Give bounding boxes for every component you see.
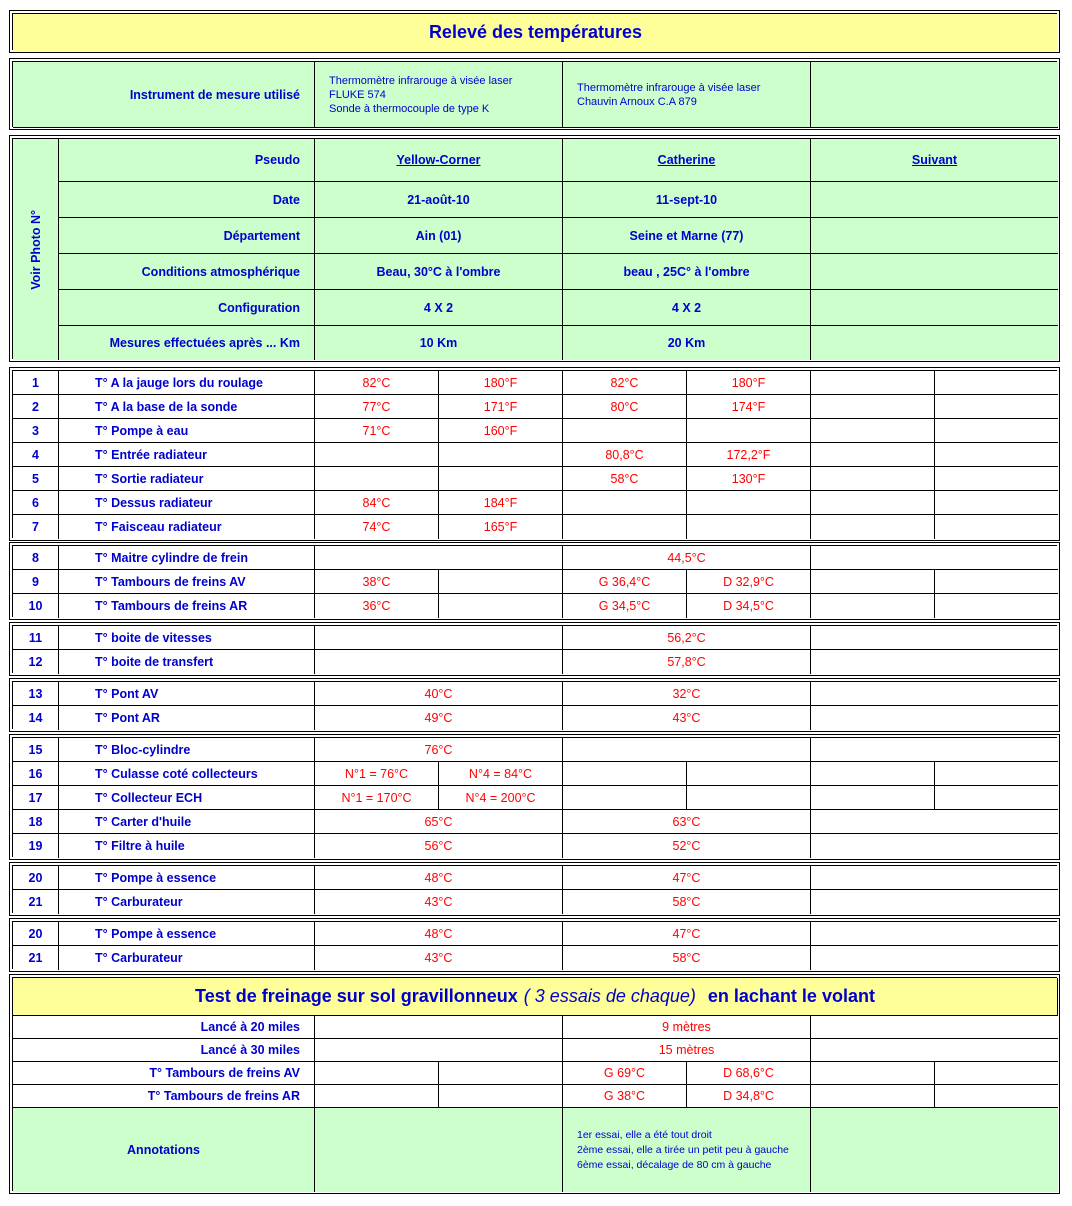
info-value: beau , 25C° à l'ombre xyxy=(563,254,811,290)
value-cell xyxy=(811,626,1058,650)
value-cell: 43°C xyxy=(315,890,563,914)
value-cell: 32°C xyxy=(563,682,811,706)
info-value: Seine et Marne (77) xyxy=(563,218,811,254)
row-label: T° Sortie radiateur xyxy=(59,467,315,491)
value-cell: 9 mètres xyxy=(563,1016,811,1039)
info-value: Suivant xyxy=(811,139,1058,182)
value-cell xyxy=(811,594,935,618)
value-cell: 84°C xyxy=(315,491,439,515)
value-cell xyxy=(811,1085,935,1108)
instrument-line: Thermomètre infrarouge à visée laser xyxy=(577,81,761,94)
row-number: 8 xyxy=(13,546,59,570)
value-cell: 172,2°F xyxy=(687,443,811,467)
info-label: Département xyxy=(59,218,315,254)
row-number: 4 xyxy=(13,443,59,467)
value-cell xyxy=(811,682,1058,706)
value-cell xyxy=(439,594,563,618)
value-cell: D 68,6°C xyxy=(687,1062,811,1085)
row-number: 17 xyxy=(13,786,59,810)
value-cell: 74°C xyxy=(315,515,439,539)
row-label: T° Carburateur xyxy=(59,890,315,914)
row-label: T° Pont AV xyxy=(59,682,315,706)
value-cell: 58°C xyxy=(563,946,811,970)
row-number: 6 xyxy=(13,491,59,515)
brake-block xyxy=(9,974,1060,1194)
value-cell xyxy=(315,467,439,491)
value-cell: 43°C xyxy=(315,946,563,970)
row-label: T° A la jauge lors du roulage xyxy=(59,371,315,395)
data-group xyxy=(9,542,1060,620)
value-cell xyxy=(811,946,1058,970)
info-value: 4 X 2 xyxy=(563,290,811,326)
value-cell xyxy=(811,706,1058,730)
value-cell xyxy=(935,786,1058,810)
info-value xyxy=(811,218,1058,254)
value-cell xyxy=(935,371,1058,395)
data-group xyxy=(9,918,1060,972)
row-label: T° boite de vitesses xyxy=(59,626,315,650)
value-cell: 130°F xyxy=(687,467,811,491)
value-cell xyxy=(687,491,811,515)
value-cell: 58°C xyxy=(563,467,687,491)
value-cell: 82°C xyxy=(315,371,439,395)
row-label: T° Pompe à eau xyxy=(59,419,315,443)
info-value: 21-août-10 xyxy=(315,182,563,218)
value-cell: 48°C xyxy=(315,866,563,890)
value-cell xyxy=(315,546,563,570)
info-value xyxy=(811,326,1058,360)
brake-row-label: T° Tambours de freins AV xyxy=(13,1062,315,1085)
value-cell: 38°C xyxy=(315,570,439,594)
info-value: Beau, 30°C à l'ombre xyxy=(315,254,563,290)
row-number: 9 xyxy=(13,570,59,594)
value-cell xyxy=(687,419,811,443)
value-cell xyxy=(315,443,439,467)
value-cell xyxy=(935,1085,1058,1108)
value-cell xyxy=(811,443,935,467)
value-cell xyxy=(811,1062,935,1085)
value-cell: 63°C xyxy=(563,810,811,834)
row-label: T° Filtre à huile xyxy=(59,834,315,858)
value-cell xyxy=(811,419,935,443)
row-label: T° Culasse coté collecteurs xyxy=(59,762,315,786)
value-cell xyxy=(439,443,563,467)
brake-title xyxy=(13,978,1058,1016)
value-cell xyxy=(315,626,563,650)
value-cell: 80,8°C xyxy=(563,443,687,467)
value-cell: 40°C xyxy=(315,682,563,706)
value-cell xyxy=(811,491,935,515)
info-label: Date xyxy=(59,182,315,218)
value-cell xyxy=(315,1016,563,1039)
value-cell xyxy=(811,546,1058,570)
row-number: 12 xyxy=(13,650,59,674)
info-value: Ain (01) xyxy=(315,218,563,254)
row-number: 3 xyxy=(13,419,59,443)
value-cell: 65°C xyxy=(315,810,563,834)
row-label: T° Tambours de freins AR xyxy=(59,594,315,618)
value-cell xyxy=(811,762,935,786)
value-cell: 174°F xyxy=(687,395,811,419)
value-cell xyxy=(687,762,811,786)
value-cell: 165°F xyxy=(439,515,563,539)
value-cell: 58°C xyxy=(563,890,811,914)
value-cell xyxy=(935,762,1058,786)
value-cell: 171°F xyxy=(439,395,563,419)
info-value xyxy=(811,290,1058,326)
value-cell xyxy=(563,738,811,762)
info-value: Catherine xyxy=(563,139,811,182)
value-cell: G 34,5°C xyxy=(563,594,687,618)
info-value: 11-sept-10 xyxy=(563,182,811,218)
info-value xyxy=(811,254,1058,290)
info-value: Yellow-Corner xyxy=(315,139,563,182)
brake-title-italic: ( 3 essais de chaque) xyxy=(523,986,696,1006)
data-group xyxy=(9,622,1060,676)
value-cell: 184°F xyxy=(439,491,563,515)
brake-row-label: Lancé à 20 miles xyxy=(13,1016,315,1039)
value-cell: 56,2°C xyxy=(563,626,811,650)
row-number: 13 xyxy=(13,682,59,706)
row-number: 20 xyxy=(13,866,59,890)
value-cell: 49°C xyxy=(315,706,563,730)
instrument-line: Thermomètre infrarouge à visée laser xyxy=(329,74,513,87)
annotations-text xyxy=(563,1108,811,1192)
annotation-line: 2ème essai, elle a tirée un petit peu à gauche xyxy=(577,1143,789,1156)
value-cell: N°1 = 170°C xyxy=(315,786,439,810)
data-group xyxy=(9,678,1060,732)
value-cell xyxy=(811,371,935,395)
row-number: 11 xyxy=(13,626,59,650)
instrument-line: Sonde à thermocouple de type K xyxy=(329,102,490,115)
value-cell xyxy=(687,786,811,810)
value-cell: D 32,9°C xyxy=(687,570,811,594)
annotation-line: 6ème essai, décalage de 80 cm à gauche xyxy=(577,1158,772,1171)
instrument-label: Instrument de mesure utilisé xyxy=(13,62,315,128)
value-cell xyxy=(811,866,1058,890)
row-number: 1 xyxy=(13,371,59,395)
row-number: 2 xyxy=(13,395,59,419)
value-cell: N°1 = 76°C xyxy=(315,762,439,786)
row-number: 14 xyxy=(13,706,59,730)
title-block xyxy=(9,10,1060,53)
brake-row-label: Lancé à 30 miles xyxy=(13,1039,315,1062)
annotations-col3 xyxy=(811,1108,1058,1192)
value-cell: N°4 = 200°C xyxy=(439,786,563,810)
value-cell: 82°C xyxy=(563,371,687,395)
brake-title-end: en lachant le volant xyxy=(707,986,875,1006)
value-cell xyxy=(439,467,563,491)
row-label: T° Pont AR xyxy=(59,706,315,730)
value-cell xyxy=(315,1039,563,1062)
value-cell xyxy=(811,810,1058,834)
instrument-line: FLUKE 574 xyxy=(329,88,386,101)
info-value: 10 Km xyxy=(315,326,563,360)
value-cell: 52°C xyxy=(563,834,811,858)
row-number: 10 xyxy=(13,594,59,618)
value-cell: 43°C xyxy=(563,706,811,730)
instrument-line: Chauvin Arnoux C.A 879 xyxy=(577,95,697,108)
value-cell xyxy=(811,786,935,810)
data-group xyxy=(9,734,1060,860)
brake-row-label: T° Tambours de freins AR xyxy=(13,1085,315,1108)
value-cell xyxy=(439,570,563,594)
value-cell: 180°F xyxy=(687,371,811,395)
value-cell: 36°C xyxy=(315,594,439,618)
value-cell xyxy=(315,650,563,674)
value-cell xyxy=(811,467,935,491)
value-cell xyxy=(935,491,1058,515)
info-block xyxy=(9,135,1060,362)
value-cell xyxy=(439,1062,563,1085)
value-cell xyxy=(811,922,1058,946)
value-cell xyxy=(935,515,1058,539)
row-label: T° Collecteur ECH xyxy=(59,786,315,810)
row-number: 20 xyxy=(13,922,59,946)
row-label: T° Bloc-cylindre xyxy=(59,738,315,762)
value-cell xyxy=(563,786,687,810)
data-group xyxy=(9,367,1060,541)
data-group xyxy=(9,862,1060,916)
value-cell: N°4 = 84°C xyxy=(439,762,563,786)
row-label: T° Entrée radiateur xyxy=(59,443,315,467)
info-value: 20 Km xyxy=(563,326,811,360)
annotations-col1 xyxy=(315,1108,563,1192)
row-label: T° boite de transfert xyxy=(59,650,315,674)
instrument-col2 xyxy=(563,62,811,128)
value-cell xyxy=(811,890,1058,914)
value-cell: D 34,8°C xyxy=(687,1085,811,1108)
value-cell: 71°C xyxy=(315,419,439,443)
annotations-label: Annotations xyxy=(13,1108,315,1192)
row-label: T° Faisceau radiateur xyxy=(59,515,315,539)
instrument-col1 xyxy=(315,62,563,128)
value-cell: 180°F xyxy=(439,371,563,395)
value-cell xyxy=(811,650,1058,674)
instrument-block xyxy=(9,58,1060,130)
value-cell xyxy=(935,570,1058,594)
row-number: 21 xyxy=(13,890,59,914)
info-label: Pseudo xyxy=(59,139,315,182)
row-number: 18 xyxy=(13,810,59,834)
row-number: 7 xyxy=(13,515,59,539)
photo-label-text: Voir Photo N° xyxy=(28,209,43,290)
value-cell: 160°F xyxy=(439,419,563,443)
value-cell: 56°C xyxy=(315,834,563,858)
value-cell xyxy=(563,762,687,786)
value-cell: 77°C xyxy=(315,395,439,419)
row-label: T° Carburateur xyxy=(59,946,315,970)
row-label: T° Pompe à essence xyxy=(59,866,315,890)
value-cell xyxy=(563,515,687,539)
value-cell: 76°C xyxy=(315,738,563,762)
value-cell: 48°C xyxy=(315,922,563,946)
row-label: T° Tambours de freins AV xyxy=(59,570,315,594)
value-cell: 15 mètres xyxy=(563,1039,811,1062)
value-cell: 57,8°C xyxy=(563,650,811,674)
brake-title-main: Test de freinage sur sol gravillonneux xyxy=(195,986,518,1006)
value-cell xyxy=(935,395,1058,419)
value-cell: G 69°C xyxy=(563,1062,687,1085)
info-value: 4 X 2 xyxy=(315,290,563,326)
value-cell xyxy=(811,515,935,539)
instrument-col3 xyxy=(811,62,1058,128)
value-cell: G 38°C xyxy=(563,1085,687,1108)
value-cell: 47°C xyxy=(563,866,811,890)
annotation-line: 1er essai, elle a été tout droit xyxy=(577,1128,712,1141)
value-cell xyxy=(563,491,687,515)
page-title: Relevé des températures xyxy=(13,14,1058,51)
value-cell xyxy=(811,570,935,594)
value-cell xyxy=(315,1085,439,1108)
value-cell xyxy=(935,467,1058,491)
value-cell xyxy=(563,419,687,443)
value-cell: D 34,5°C xyxy=(687,594,811,618)
value-cell: 44,5°C xyxy=(563,546,811,570)
value-cell xyxy=(811,834,1058,858)
row-label: T° Dessus radiateur xyxy=(59,491,315,515)
value-cell: 80°C xyxy=(563,395,687,419)
info-label: Conditions atmosphérique xyxy=(59,254,315,290)
value-cell: 47°C xyxy=(563,922,811,946)
row-label: T° A la base de la sonde xyxy=(59,395,315,419)
value-cell xyxy=(811,1016,1058,1039)
value-cell: G 36,4°C xyxy=(563,570,687,594)
row-number: 5 xyxy=(13,467,59,491)
row-label: T° Maitre cylindre de frein xyxy=(59,546,315,570)
info-value xyxy=(811,182,1058,218)
value-cell xyxy=(935,594,1058,618)
photo-label xyxy=(13,139,59,360)
value-cell xyxy=(935,443,1058,467)
value-cell xyxy=(315,1062,439,1085)
row-number: 19 xyxy=(13,834,59,858)
value-cell xyxy=(687,515,811,539)
row-label: T° Carter d'huile xyxy=(59,810,315,834)
row-number: 21 xyxy=(13,946,59,970)
row-label: T° Pompe à essence xyxy=(59,922,315,946)
row-number: 15 xyxy=(13,738,59,762)
info-label: Mesures effectuées après ... Km xyxy=(59,326,315,360)
info-label: Configuration xyxy=(59,290,315,326)
row-number: 16 xyxy=(13,762,59,786)
value-cell xyxy=(811,395,935,419)
value-cell xyxy=(935,419,1058,443)
value-cell xyxy=(935,1062,1058,1085)
value-cell xyxy=(811,738,1058,762)
value-cell xyxy=(811,1039,1058,1062)
value-cell xyxy=(439,1085,563,1108)
